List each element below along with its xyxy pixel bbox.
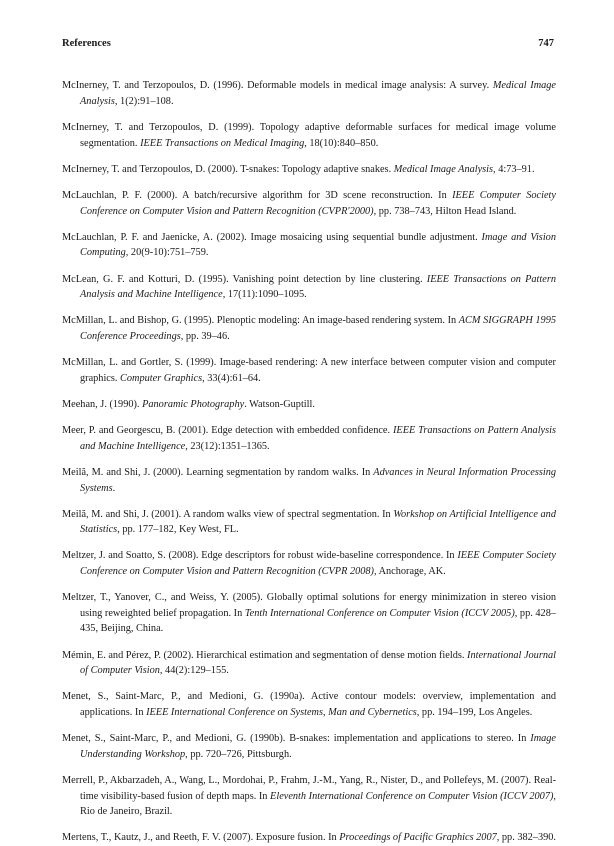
reference-venue: Workshop on Artificial Intelligence and Statistics — [80, 508, 556, 536]
reference-body: Mémin, E. and Pérez, P. (2002). Hierarchical estimation and segmentation of dense motion fields. — [62, 649, 468, 661]
reference-entry — [62, 648, 556, 679]
reference-list — [62, 68, 556, 846]
reference-entry — [62, 590, 556, 637]
reference-entry — [62, 830, 556, 846]
reference-body: Meltzer, J. and Soatto, S. (2008). Edge descriptors for robust wide-baseline correspondence. In — [62, 550, 458, 562]
reference-entry — [62, 423, 556, 454]
reference-entry — [62, 78, 556, 109]
reference-entry — [62, 272, 556, 303]
reference-details: . — [112, 482, 116, 494]
reference-venue: Advances in Neural Information Processing Systems — [80, 466, 556, 494]
reference-entry — [62, 230, 556, 261]
reference-venue: IEEE Computer Society Conference on Computer Vision and Pattern Recognition (CVPR 2008) — [80, 550, 556, 578]
reference-venue: IEEE Transactions on Pattern Analysis and Machine Intelligence — [80, 273, 557, 301]
reference-entry — [62, 188, 556, 219]
reference-venue: Tenth International Conference on Computer Vision (ICCV 2005) — [244, 607, 515, 619]
reference-body: Meilă, M. and Shi, J. (2001). A random walks view of spectral segmentation. In — [62, 508, 394, 520]
reference-body: Mertens, T., Kautz, J., and Reeth, F. V. (2007). Exposure fusion. In — [62, 832, 340, 844]
reference-entry — [62, 313, 556, 344]
reference-details: , pp. 428–435, Beijing, China. — [80, 607, 556, 635]
reference-entry — [62, 162, 556, 178]
reference-body: McLean, G. F. and Kotturi, D. (1995). Vanishing point detection by line clustering. — [62, 273, 427, 285]
reference-body: McInerney, T. and Terzopoulos, D. (1996). Deformable models in medical image analysis: A survey. — [62, 80, 493, 92]
reference-details: , 23(12):1351–1365. — [185, 440, 270, 452]
reference-body: McLauchlan, P. F. (2000). A batch/recursive algorithm for 3D scene reconstruction. In — [62, 190, 453, 202]
reference-details: , 4:73–91. — [493, 163, 535, 175]
reference-venue: Medical Image Analysis — [80, 80, 557, 107]
reference-entry — [62, 773, 556, 820]
reference-details: , pp. 39–46. — [180, 330, 230, 342]
reference-venue: International Journal of Computer Vision — [80, 649, 556, 677]
reference-entry — [62, 465, 556, 496]
reference-body: Meltzer, T., Yanover, C., and Weiss, Y. (2005). Globally optimal solutions for energy minimization in stereo vision using reweighted belief propagation. In — [62, 592, 556, 619]
reference-venue: Image and Vision Computing — [80, 231, 556, 259]
reference-details: , Rio de Janeiro, Brazil. — [80, 790, 556, 818]
reference-details: , 18(10):840–850. — [304, 137, 379, 149]
reference-details: , 20(9-10):751–759. — [125, 247, 209, 259]
reference-details: , pp. 194–199, Los Angeles. — [416, 707, 533, 719]
page-number: 747 — [538, 38, 554, 49]
reference-entry — [62, 120, 556, 151]
reference-body: McMillan, L. and Gortler, S. (1999). Image-based rendering: A new interface between computer vision and computer graphics. — [62, 357, 556, 384]
reference-details: . Watson-Guptill. — [244, 398, 315, 410]
reference-details: , pp. 177–182, Key West, FL. — [117, 524, 239, 536]
reference-body: Menet, S., Saint-Marc, P., and Medioni, G. (1990a). Active contour models: overview, implementation and applications. In — [62, 691, 556, 719]
reference-venue: Proceedings of Pacific Graphics 2007 — [339, 832, 497, 844]
reference-venue: Panoramic Photography — [142, 398, 245, 410]
reference-body: Menet, S., Saint-Marc, P., and Medioni, G. (1990b). B-snakes: implementation and applications to stereo. In — [62, 733, 531, 745]
reference-body: McLauchlan, P. F. and Jaenicke, A. (2002). Image mosaicing using sequential bundle adjustment. — [62, 231, 482, 243]
reference-venue: Computer Graphics — [120, 372, 203, 384]
reference-details: , 1(2):91–108. — [114, 95, 174, 107]
reference-venue: Medical Image Analysis — [393, 163, 494, 175]
reference-body: McMillan, L. and Bishop, G. (1995). Plenoptic modeling: An image-based rendering system. In — [62, 315, 459, 327]
reference-venue: ACM SIGGRAPH 1995 Conference Proceedings — [80, 315, 556, 342]
reference-entry — [62, 689, 556, 720]
reference-details: , 33(4):61–64. — [202, 372, 261, 384]
reference-venue: Image Understanding Workshop — [80, 733, 556, 760]
reference-entry — [62, 507, 556, 538]
reference-details: , 44(2):129–155. — [159, 665, 229, 677]
reference-venue: IEEE Computer Society Conference on Computer Vision and Pattern Recognition (CVPR'2000) — [80, 190, 556, 217]
reference-venue: Eleventh International Conference on Computer Vision (ICCV 2007) — [270, 790, 554, 802]
reference-details: , pp. 738–743, Hilton Head Island. — [373, 205, 517, 217]
running-header — [62, 38, 554, 49]
reference-entry — [62, 548, 556, 579]
reference-venue: IEEE International Conference on Systems, Man and Cybernetics — [146, 707, 417, 719]
reference-details: , Anchorage, AK. — [373, 566, 446, 578]
reference-body: Merrell, P., Akbarzadeh, A., Wang, L., Mordohai, P., Frahm, J.-M., Yang, R., Nister, D., and Pollefeys, M. (2007). Real-time visibility-based fusion of depth maps. In — [62, 774, 556, 802]
section-title: References — [62, 38, 111, 49]
reference-details: , 17(11):1090–1095. — [222, 289, 307, 301]
reference-details: , pp. 720–726, Pittsburgh. — [185, 748, 292, 760]
reference-body: McInerney, T. and Terzopoulos, D. (1999). Topology adaptive deformable surfaces for medical image volume segmentation. — [62, 122, 556, 149]
reference-venue: IEEE Transactions on Medical Imaging — [140, 137, 305, 149]
reference-body: Meehan, J. (1990). — [62, 398, 143, 410]
reference-venue: IEEE Transactions on Pattern Analysis and Machine Intelligence — [80, 425, 556, 452]
reference-entry — [62, 731, 556, 762]
reference-body: Meer, P. and Georgescu, B. (2001). Edge detection with embedded confidence. — [62, 425, 393, 437]
reference-body: Meilă, M. and Shi, J. (2000). Learning segmentation by random walks. In — [62, 466, 374, 478]
reference-entry — [62, 397, 556, 413]
reference-details: , pp. 382–390. — [496, 832, 556, 844]
reference-entry — [62, 355, 556, 386]
reference-body: McInerney, T. and Terzopoulos, D. (2000). T-snakes: Topology adaptive snakes. — [62, 163, 394, 175]
